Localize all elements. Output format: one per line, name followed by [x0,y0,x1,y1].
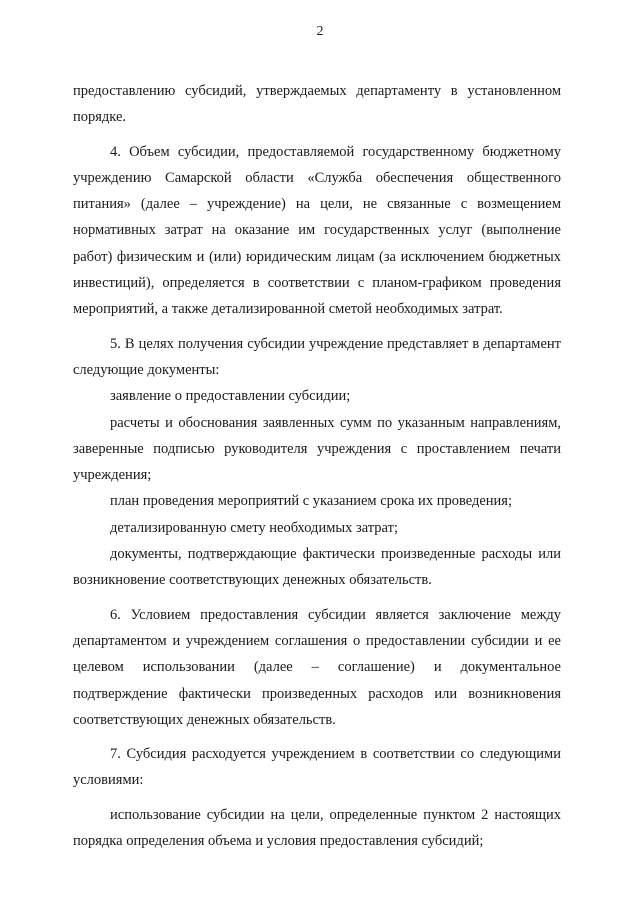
list-item-event-plan: план проведения мероприятий с указанием срока их проведения; [110,493,512,510]
paragraph-6: 6. Условием предоставления субсидии является заключение между департаментом и учреждением соглашения о предоставлении субсидии и ее целевом использовании (далее – соглашение) и документальное подтверждение фактически произведенных расходов или возникновения соответствующих денежных обязательств. [73,606,561,728]
page-number: 2 [316,24,324,39]
paragraph-4: 4. Объем субсидии, предоставляемой государственному бюджетному учреждению Самарской области «Служба обеспечения общественного питания» (далее – учреждение) на цели, не связанные с возмещением нормативных затрат на оказание им государственных услуг (выполнение работ) физическим и (или) юридическим лицам (за исключением бюджетных инвестиций), определяется в соответствии с планом-графиком проведения мероприятий, а также детализированной сметой необходимых затрат. [73,143,561,318]
paragraph-continuation: предоставлению субсидий, утверждаемых департаменту в установленном порядке. [73,83,561,126]
paragraph-7: 7. Субсидия расходуется учреждением в соответствии со следующими условиями: [73,746,561,789]
list-item-expense-documents: документы, подтверждающие фактически произведенные расходы или возникновение соответствующих денежных обязательств. [73,546,561,589]
paragraph-5: 5. В целях получения субсидии учреждение представляет в департамент следующие документы: [73,335,561,378]
list-item-application: заявление о предоставлении субсидии; [110,388,351,405]
list-item-calculations: расчеты и обоснования заявленных сумм по указанным направлениям, заверенные подписью руководителя учреждения с проставлением печати учреждения; [73,414,561,484]
list-item-cost-estimate: детализированную смету необходимых затрат; [110,519,398,536]
list-item-usage-condition: использование субсидии на цели, определенные пунктом 2 настоящих порядка определения объема и условия предоставления субсидий; [73,806,561,850]
document-body [73,78,561,854]
